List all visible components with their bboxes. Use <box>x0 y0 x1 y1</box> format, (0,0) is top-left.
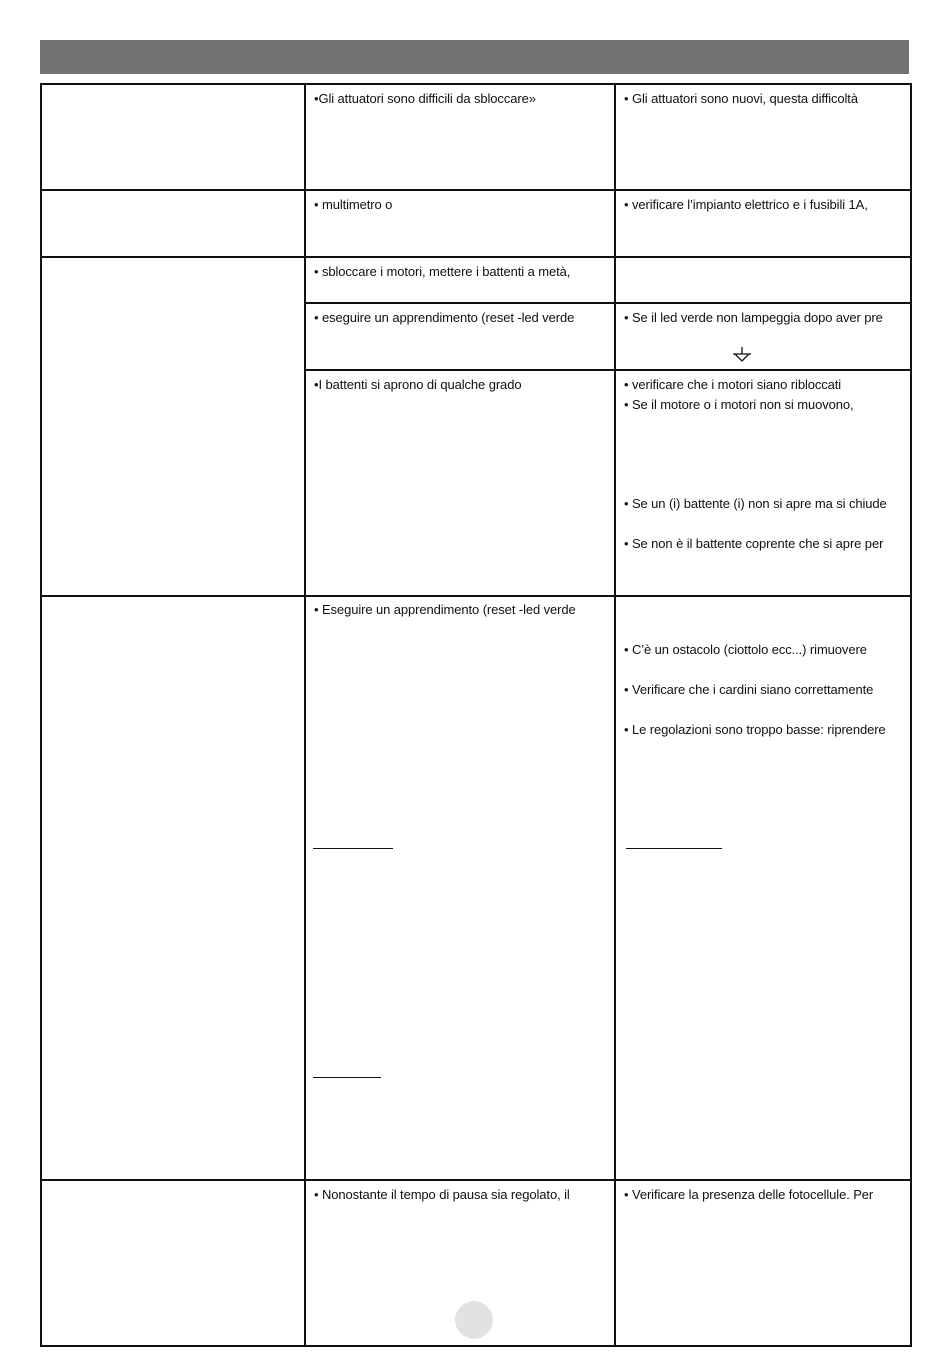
underline-rule <box>313 848 393 849</box>
header-bar <box>40 40 909 74</box>
cell-text: • Gli attuatori sono nuovi, questa difficoltà <box>624 91 858 106</box>
table-cell <box>305 190 615 257</box>
underline-rule <box>313 1077 381 1078</box>
cell-text: • Verificare la presenza delle fotocellule. Per <box>624 1187 874 1202</box>
ground-arrow-icon <box>732 347 752 363</box>
cell-text: • C’è un ostacolo (ciottolo ecc...) rimuovere <box>624 642 867 657</box>
table-cell <box>41 596 305 1180</box>
table-cell <box>615 84 911 190</box>
table-cell <box>305 596 615 1180</box>
table-cell <box>305 84 615 190</box>
table-cell <box>41 1180 305 1346</box>
table-cell <box>305 370 615 596</box>
table-cell <box>615 257 911 303</box>
table-row <box>41 257 911 303</box>
cell-text: • multimetro o <box>314 197 393 212</box>
table-cell <box>615 190 911 257</box>
cell-text: • sbloccare i motori, mettere i battenti a metà, <box>314 264 571 279</box>
table-cell <box>41 84 305 190</box>
table-row <box>41 596 911 1180</box>
table-row <box>41 190 911 257</box>
cell-text: • verificare che i motori siano ribloccati <box>624 377 842 392</box>
table-row <box>41 84 911 190</box>
table-cell <box>615 1180 911 1346</box>
cell-text: • Verificare che i cardini siano correttamente <box>624 682 874 697</box>
table-cell <box>615 596 911 1180</box>
cell-text: •Gli attuatori sono difficili da sbloccare» <box>314 91 536 106</box>
troubleshooting-table <box>40 83 912 1347</box>
page-number-dot <box>455 1301 493 1339</box>
cell-text: • Se un (i) battente (i) non si apre ma si chiude <box>624 496 887 511</box>
cell-text: • Eseguire un apprendimento (reset -led verde <box>314 602 576 617</box>
cell-text: • verificare l’impianto elettrico e i fusibili 1A, <box>624 197 868 212</box>
table-cell <box>615 370 911 596</box>
underline-rule <box>626 848 722 849</box>
table-cell <box>305 303 615 370</box>
cell-text: • Se non è il battente coprente che si apre per <box>624 536 884 551</box>
table-cell <box>41 190 305 257</box>
cell-text: • Se il led verde non lampeggia dopo aver pre <box>624 310 883 325</box>
table-cell <box>41 257 305 596</box>
table-cell <box>615 303 911 370</box>
cell-text: • eseguire un apprendimento (reset -led verde <box>314 310 575 325</box>
cell-text: • Le regolazioni sono troppo basse: riprendere <box>624 722 886 737</box>
cell-text: • Se il motore o i motori non si muovono, <box>624 397 854 412</box>
cell-text: • Nonostante il tempo di pausa sia regolato, il <box>314 1187 570 1202</box>
table-cell <box>305 257 615 303</box>
cell-text: •I battenti si aprono di qualche grado <box>314 377 522 392</box>
